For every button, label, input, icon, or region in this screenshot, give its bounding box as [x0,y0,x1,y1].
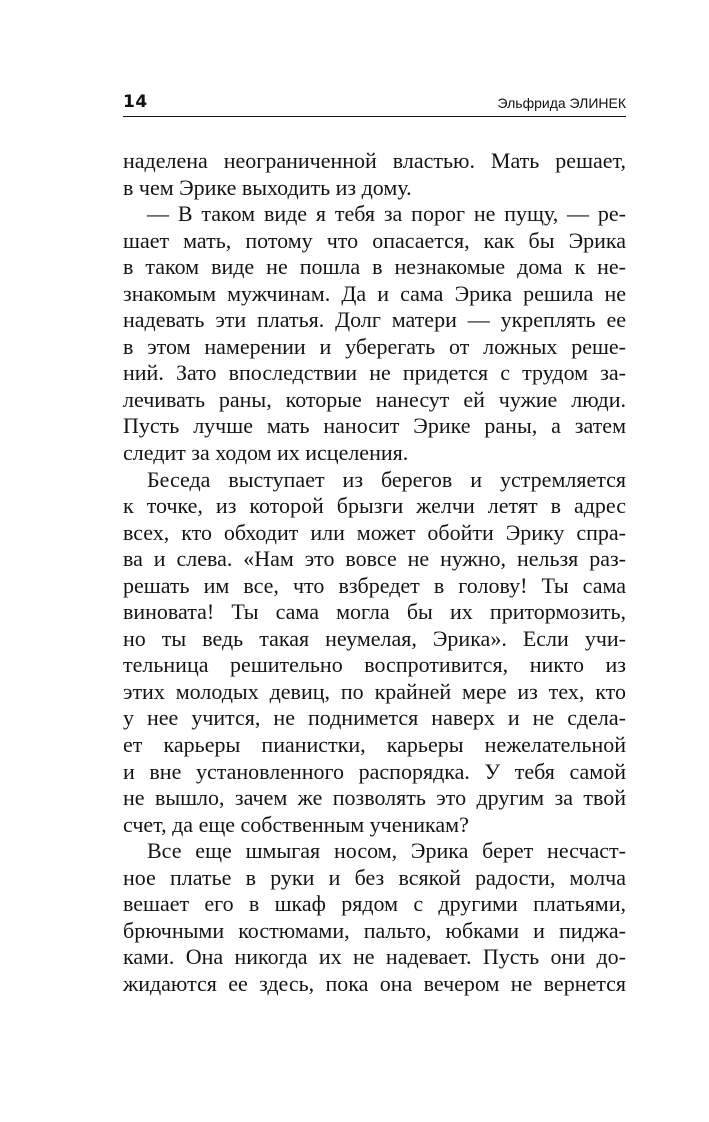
text-line: брючными костюмами, пальто, юбками и пиджа- [123,917,626,943]
text-line: всех, кто обходит или может обойти Эрику спра- [123,519,626,545]
text-line: жидаются ее здесь, пока она вечером не вернется [123,970,626,996]
text-line: ет карьеры пианистки, карьеры нежелательной [123,732,626,758]
text-line: и вне установленного распорядка. У тебя самой [123,758,626,784]
page-number: 14 [123,92,148,112]
text-line: у нее учится, не поднимется наверх и не сдела- [123,705,626,731]
text-line: этих молодых девиц, по крайней мере из тех, кто [123,678,626,704]
running-title: Эльфрида ЭЛИНЕК [497,95,626,111]
text-line: надевать эти платья. Долг матери — укреплять ее [123,307,626,333]
text-line: Все еще шмыгая носом, Эрика берет несчаст- [147,838,626,864]
text-line: тельница решительно воспротивится, никто из [123,652,626,678]
text-line: Пусть лучше мать наносит Эрике раны, а затем [123,413,626,439]
text-line: ний. Зато впоследствии не придется с трудом за- [123,360,626,386]
text-line: шает мать, потому что опасается, как бы Эрика [123,227,626,253]
page-header [123,92,626,120]
body-text [123,148,626,998]
text-line: следит за ходом их исцеления. [123,440,409,466]
text-line: в этом намерении и уберегать от ложных реше- [123,333,626,359]
text-line: вешает его в шкаф рядом с другими платьями, [123,891,626,917]
text-line: наделена неограниченной властью. Мать решает, [123,148,626,173]
text-line: лечивать раны, которые нанесут ей чужие люди. [123,386,626,412]
text-line: Беседа выступает из берегов и устремляется [147,466,626,492]
text-line: знакомым мужчинам. Да и сама Эрика решила не [123,280,626,306]
text-line: к точке, из которой брызги желчи летят в адрес [123,493,626,519]
text-line: ками. Она никогда их не надевает. Пусть они до- [123,944,626,970]
text-line: не вышло, зачем же позволять это другим за твой [123,785,626,811]
header-rule [123,116,626,117]
text-line: счет, да еще собственным ученикам? [123,811,469,837]
text-line: — В таком виде я тебя за порог не пущу, — ре- [147,201,626,227]
text-line: ное платье в руки и без всякой радости, молча [123,864,626,890]
text-line: решать им все, что взбредет в голову! Ты сама [123,572,626,598]
text-line: в чем Эрике выходить из дому. [123,174,412,200]
text-line: но ты ведь такая неумелая, Эрика». Если учи- [123,625,626,651]
text-line: виновата! Ты сама могла бы их притормозить, [123,599,626,625]
text-line: ва и слева. «Нам это вовсе не нужно, нельзя раз- [123,546,626,572]
text-line: в таком виде не пошла в незнакомые дома к не- [123,254,626,280]
